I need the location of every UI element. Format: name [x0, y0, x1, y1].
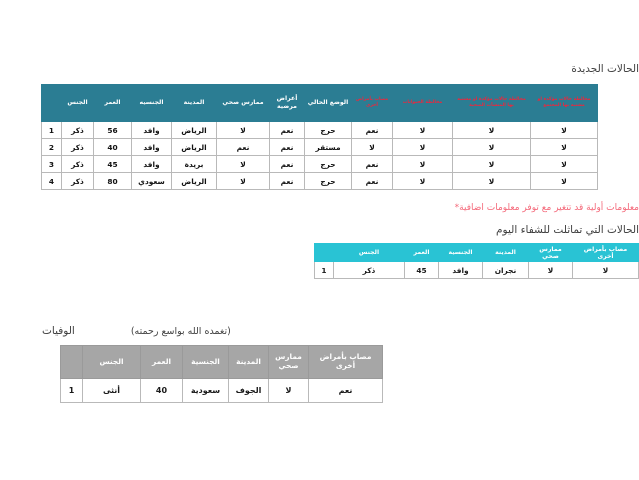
cell-other-diseases: نعم — [352, 173, 393, 190]
col-header-other-diseases: مصاب بأمراض أخرى — [309, 346, 383, 379]
cell-symptoms: نعم — [270, 122, 305, 139]
cell-index: 4 — [42, 173, 62, 190]
cell-gender: ذكر — [334, 262, 405, 279]
cell-confirmed-contact-community: لا — [531, 122, 598, 139]
cell-other-diseases: لا — [352, 139, 393, 156]
cell-gender: أنثى — [83, 379, 141, 403]
col-header-health-practitioner: ممارس صحي — [217, 85, 270, 122]
deaths-table-wrap — [42, 345, 639, 403]
new-cases-header-row — [42, 85, 598, 122]
cell-current-status: حرج — [305, 122, 352, 139]
cell-nationality: وافد — [439, 262, 483, 279]
cell-gender: ذكر — [62, 122, 94, 139]
cell-current-status: حرج — [305, 173, 352, 190]
cell-city: الرياض — [172, 173, 217, 190]
cell-health-practitioner: لا — [217, 156, 270, 173]
col-header-index — [42, 85, 62, 122]
deaths-subtitle: (تغمده الله بواسع رحمته) — [130, 326, 231, 337]
col-header-city: المدينة — [483, 244, 529, 262]
new-cases-section — [0, 63, 639, 190]
table-row — [42, 122, 598, 139]
col-header-age: العمر — [405, 244, 439, 262]
disclaimer-note-row — [0, 203, 639, 213]
table-row — [42, 173, 598, 190]
col-header-confirmed-contact-facility: مخالطة حالات مؤكدة او مشتبه بها المنشآت الصحية — [453, 85, 531, 122]
col-header-city: المدينة — [229, 346, 269, 379]
cell-other-diseases: نعم — [352, 156, 393, 173]
cell-symptoms: نعم — [270, 139, 305, 156]
cell-city: بريدة — [172, 156, 217, 173]
col-header-health-practitioner: ممارس صحي — [529, 244, 573, 262]
cell-other-diseases: لا — [573, 262, 639, 279]
cell-age: 45 — [405, 262, 439, 279]
cell-symptoms: نعم — [270, 173, 305, 190]
cell-confirmed-contact-facility: لا — [453, 139, 531, 156]
table-row — [42, 139, 598, 156]
cell-confirmed-contact-community: لا — [531, 139, 598, 156]
cell-other-diseases: نعم — [352, 122, 393, 139]
cell-confirmed-contact-community: لا — [531, 156, 598, 173]
disclaimer-note: معلومات أولية قد تتغير مع توفر معلومات اضافية* — [454, 203, 639, 213]
cell-confirmed-contact-facility: لا — [453, 122, 531, 139]
table-row — [42, 156, 598, 173]
cell-nationality: سعودي — [132, 173, 172, 190]
deaths-header-row — [61, 346, 383, 379]
cell-confirmed-contact-facility: لا — [453, 173, 531, 190]
cell-health-practitioner: لا — [217, 122, 270, 139]
col-header-age: العمر — [141, 346, 183, 379]
cell-animal-contact: لا — [393, 156, 453, 173]
deaths-section — [0, 325, 639, 403]
col-header-index — [61, 346, 83, 379]
col-header-gender: الجنس — [62, 85, 94, 122]
cell-health-practitioner: لا — [217, 173, 270, 190]
cell-age: 80 — [94, 173, 132, 190]
cell-index: 1 — [61, 379, 83, 403]
deaths-title: الوفيات — [42, 325, 75, 337]
col-header-current-status: الوضع الحالي — [305, 85, 352, 122]
cell-health-practitioner: لا — [269, 379, 309, 403]
col-header-other-diseases: مصاب بأمراض أخرى — [352, 85, 393, 122]
cell-city: نجران — [483, 262, 529, 279]
cell-symptoms: نعم — [270, 156, 305, 173]
col-header-gender: الجنس — [83, 346, 141, 379]
col-header-animal-contact: مخالطة الحيوانات — [393, 85, 453, 122]
deaths-table — [60, 345, 383, 403]
col-header-city: المدينة — [172, 85, 217, 122]
new-cases-table — [41, 84, 598, 190]
cell-age: 40 — [141, 379, 183, 403]
cell-city: الرياض — [172, 139, 217, 156]
table-row — [61, 379, 383, 403]
col-header-confirmed-contact-community: مخالطة حالات مؤكدة او مشتبه بها المجتمع — [531, 85, 598, 122]
recovered-table — [314, 243, 639, 279]
cell-index: 2 — [42, 139, 62, 156]
cell-other-diseases: نعم — [309, 379, 383, 403]
cell-nationality: سعودية — [183, 379, 229, 403]
recovered-header-row — [315, 244, 639, 262]
col-header-symptoms: أعراض مرضية — [270, 85, 305, 122]
col-header-nationality: الجنسيه — [132, 85, 172, 122]
col-header-nationality: الجنسية — [183, 346, 229, 379]
table-row — [315, 262, 639, 279]
cell-age: 45 — [94, 156, 132, 173]
cell-nationality: وافد — [132, 156, 172, 173]
cell-index: 1 — [42, 122, 62, 139]
recovered-section — [0, 224, 639, 279]
cell-gender: ذكر — [62, 139, 94, 156]
cell-animal-contact: لا — [393, 173, 453, 190]
new-cases-title: الحالات الجديدة — [571, 63, 639, 75]
cell-current-status: مستقر — [305, 139, 352, 156]
col-header-nationality: الجنسية — [439, 244, 483, 262]
cell-current-status: حرج — [305, 156, 352, 173]
recovered-table-wrap — [42, 236, 639, 279]
col-header-gender: الجنس — [334, 244, 405, 262]
cell-index: 3 — [42, 156, 62, 173]
cell-health-practitioner: لا — [529, 262, 573, 279]
cell-animal-contact: لا — [393, 122, 453, 139]
cell-gender: ذكر — [62, 156, 94, 173]
cell-confirmed-contact-facility: لا — [453, 156, 531, 173]
cell-city: الرياض — [172, 122, 217, 139]
recovered-title: الحالات التي تماثلت للشفاء اليوم — [496, 224, 639, 236]
cell-confirmed-contact-community: لا — [531, 173, 598, 190]
cell-age: 40 — [94, 139, 132, 156]
col-header-other-diseases: مصاب بأمراض أخرى — [573, 244, 639, 262]
cell-age: 56 — [94, 122, 132, 139]
cell-gender: ذكر — [62, 173, 94, 190]
cell-health-practitioner: نعم — [217, 139, 270, 156]
col-header-health-practitioner: ممارس صحي — [269, 346, 309, 379]
col-header-age: العمر — [94, 85, 132, 122]
cell-nationality: وافد — [132, 122, 172, 139]
cell-animal-contact: لا — [393, 139, 453, 156]
cell-index: 1 — [315, 262, 334, 279]
col-header-index — [315, 244, 334, 262]
deaths-title-row — [42, 325, 639, 337]
cell-city: الجوف — [229, 379, 269, 403]
cell-nationality: وافد — [132, 139, 172, 156]
